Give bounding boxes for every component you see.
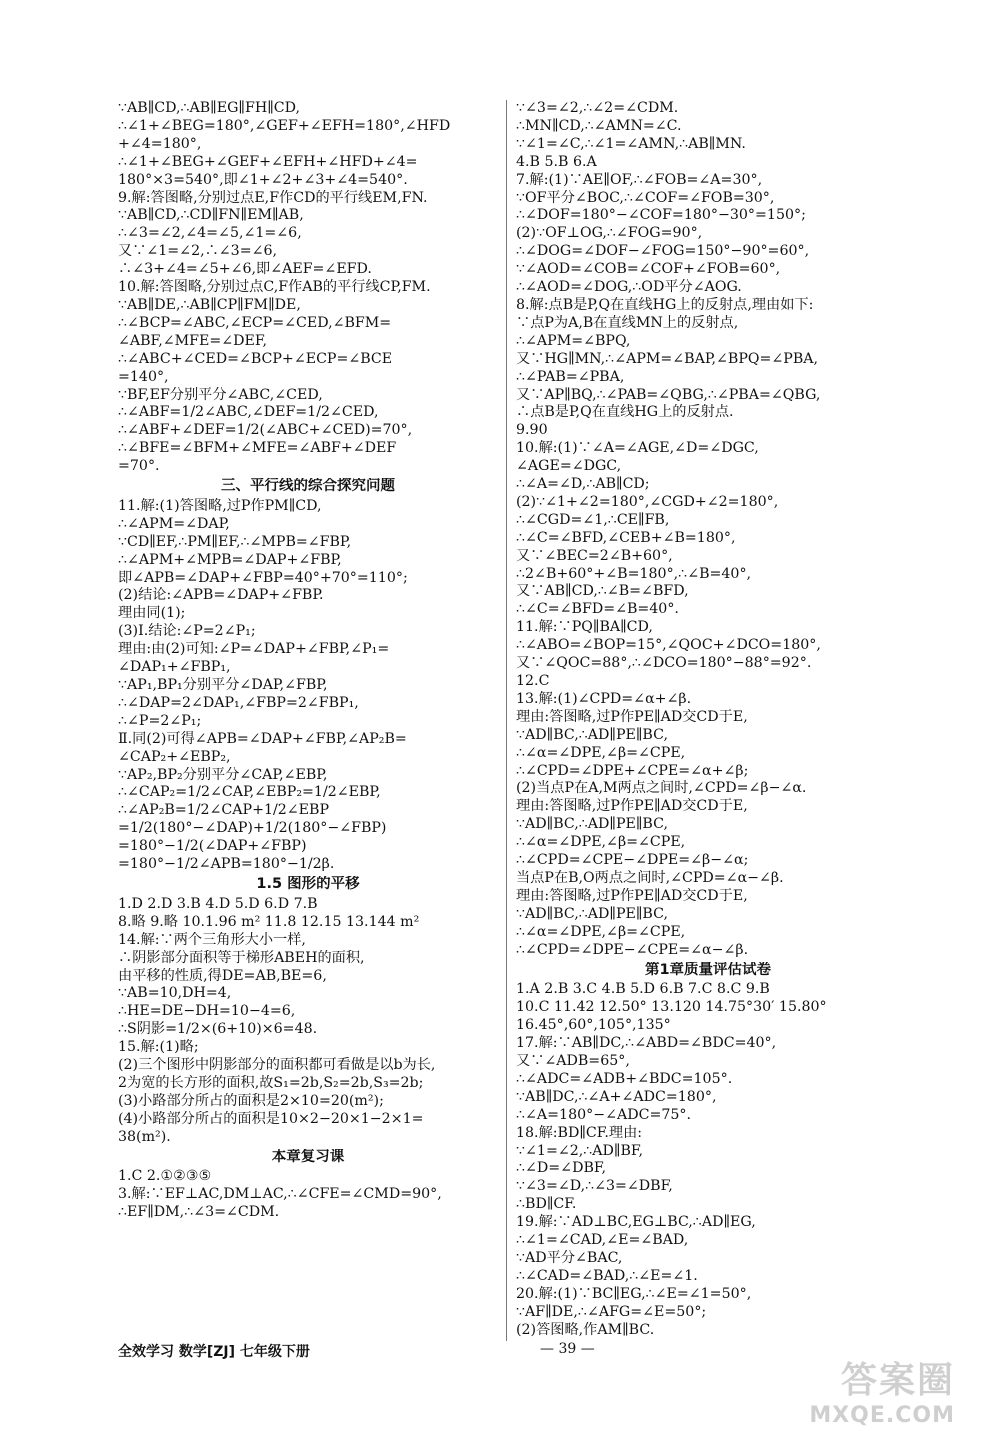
text-line: =180°−1/2(∠DAP+∠FBP) [118,838,307,855]
text-line: 当点P在B,O两点之间时,∠CPD=∠α−∠β. [516,869,784,886]
text-line: (3)小路部分所占的面积是2×10=20(m²); [118,1092,384,1109]
text-line: 又∵∠ADB=65°, [516,1053,630,1070]
text-line: 8.解:点B是P,Q在直线HG上的反射点,理由如下: [516,296,814,313]
text-line: ∵∠3=∠D,∴∠3=∠DBF, [516,1178,673,1195]
text-line: ∵点P为A,B在直线MN上的反射点, [516,314,739,331]
text-line: ∵CD∥EF,∴PM∥EF,∴∠MPB=∠FBP, [118,533,352,550]
text-line: ∵∠1=∠2,∴AD∥BF, [516,1142,644,1159]
text-line: 12.C [516,673,550,689]
text-line: 由平移的性质,得DE=AB,BE=6, [118,967,327,984]
text-line: 又∵∠BEC=2∠B+60°, [516,547,673,564]
text-line: ∴阴影部分面积等于梯形ABEH的面积, [118,949,365,966]
right-column [516,100,900,1346]
text-line: 又∵HG∥MN,∴∠APM=∠BAP,∠BPQ=∠PBA, [516,350,819,367]
text-line: ∴∠CAP₂=1/2∠CAP,∠EBP₂=1/2∠EBP, [118,784,381,801]
text-line: ∵AD∥BC,∴AD∥PE∥BC, [516,905,668,922]
text-line: 15.解:(1)略; [118,1039,199,1056]
text-line: ∵AB=10,DH=4, [118,985,232,1002]
section-heading: 第1章质量评估试卷 [644,961,772,978]
page-number: — 39 — [540,1341,595,1357]
text-line: ∴∠DOF=180°−∠COF=180°−30°=150°; [516,207,806,224]
text-line: (2)当点P在A,M两点之间时,∠CPD=∠β−∠α. [516,780,807,797]
text-line: ∵∠3=∠2,∴∠2=∠CDM. [516,100,679,116]
text-line: 180°×3=540°,即∠1+∠2+∠3+∠4=540°. [118,171,408,188]
text-line: ∴∠α=∠DPE,∠β=∠CPE, [516,923,686,940]
text-line: 14.解:∵两个三角形大小一样, [118,931,306,948]
section-heading: 1.5 图形的平移 [256,875,360,892]
text-line: ∴∠CPD=∠DPE−∠CPE=∠α−∠β. [516,941,749,958]
text-line: ∵AB∥DC,∴∠A+∠ADC=180°, [516,1088,717,1105]
text-line: ∴∠CGD=∠1,∴CE∥FB, [516,511,670,528]
text-line: ∴∠C=∠BFD,∠CEB+∠B=180°, [516,529,736,546]
text-line: ∴∠P=2∠P₁; [118,712,202,729]
text-line: ∴点B是P,Q在直线HG上的反射点. [516,404,734,421]
watermark-logo: 答案圈 [840,1360,955,1401]
text-line: 10.解:答图略,分别过点C,F作AB的平行线CP,FM. [118,279,431,296]
text-line: ∴∠3=∠2,∠4=∠5,∠1=∠6, [118,225,302,242]
text-line: ∴∠ABO=∠BOP=15°,∠QOC+∠DCO=180°, [516,637,821,654]
text-line: =140°, [118,368,169,385]
text-line: ∴∠ADC=∠ADB+∠BDC=105°. [516,1070,733,1087]
text-line: 9.解:答图略,分别过点E,F作CD的平行线EM,FN. [118,189,428,206]
section-heading: 本章复习课 [271,1148,345,1165]
column-divider [506,100,507,1341]
text-line: ∴∠BFE=∠BFM+∠MFE=∠ABF+∠DEF [118,440,397,457]
text-line: +∠4=180°, [118,135,202,152]
text-line: ∴∠AOD=∠DOG,∴OD平分∠AOG. [516,279,742,296]
text-line: 理由:答图略,过P作PE∥AD交CD于E, [516,887,748,904]
text-line: 11.解:∵PQ∥BA∥CD, [516,619,653,636]
text-line: ∴∠1+∠BEG=180°,∠GEF+∠EFH=180°,∠HFD [118,117,451,134]
text-line: ∴S阴影=1/2×(6+10)×6=48. [118,1021,318,1038]
text-line: ∴∠C=∠BFD=∠B=40°. [516,601,679,618]
text-line: ∴∠DOG=∠DOF−∠FOG=150°−90°=60°, [516,243,810,260]
text-line: ∴∠α=∠DPE,∠β=∠CPE, [516,834,686,851]
text-line: 7.解:(1)∵AE∥OF,∴∠FOB=∠A=30°, [516,171,763,188]
text-line: 18.解:BD∥CF.理由: [516,1124,643,1141]
text-line: 10.C 11.42 12.50° 13.120 14.75°30′ 15.80° [516,999,827,1016]
text-line: (2)三个图形中阴影部分的面积都可看做是以b为长, [118,1057,436,1074]
text-line: ∴∠CAD=∠BAD,∴∠E=∠1. [516,1267,698,1284]
text-line: ∵AB∥CD,∴AB∥EG∥FH∥CD, [118,100,300,116]
left-column [118,100,498,1346]
text-line: 9.90 [516,422,548,439]
text-line: ∵AP₂,BP₂分别平分∠CAP,∠EBP, [118,766,328,783]
text-line: ∵AD∥BC,∴AD∥PE∥BC, [516,726,668,743]
text-line: ∴∠D=∠DBF, [516,1160,607,1177]
text-line: ∵BF,EF分别平分∠ABC,∠CED, [118,386,323,403]
text-line: 4.B 5.B 6.A [516,153,597,170]
text-line: ∴EF∥DM,∴∠3=∠CDM. [118,1204,280,1221]
text-line: ∠CAP₂+∠EBP₂, [118,748,231,765]
text-line: 17.解:∵AB∥DC,∴∠ABD=∠BDC=40°, [516,1035,777,1052]
text-line: ∴∠α=∠DPE,∠β=∠CPE, [516,744,686,761]
text-line: 又∵∠QOC=88°,∴∠DCO=180°−88°=92°. [516,655,812,672]
text-line: 1.C 2.①②③⑤ [118,1168,212,1185]
text-line: ∵AF∥DE,∴∠AFG=∠E=50°; [516,1303,707,1320]
text-line: 又∵AP∥BQ,∴∠PAB=∠QBG,∴∠PBA=∠QBG, [516,386,821,403]
text-line: ∴∠PAB=∠PBA, [516,368,625,385]
text-line: ∠ABF,∠MFE=∠DEF, [118,332,267,349]
text-line: ∴∠APM+∠MPB=∠DAP+∠FBP, [118,551,342,568]
text-line: (2)结论:∠APB=∠DAP+∠FBP. [118,587,324,604]
text-line: ∴∠CPD=∠CPE−∠DPE=∠β−∠α; [516,852,749,869]
text-line: 即∠APB=∠DAP+∠FBP=40°+70°=110°; [118,569,408,586]
text-line: ∴∠DAP=2∠DAP₁,∠FBP=2∠FBP₁, [118,694,359,711]
text-line: (2)∵OF⊥OG,∴∠FOG=90°, [516,225,703,242]
text-line: ∵AD平分∠BAC, [516,1250,623,1266]
text-line: ∴∠1=∠CAD,∠E=∠BAD, [516,1232,689,1249]
text-line: 20.解:(1)∵BC∥EG,∴∠E=∠1=50°, [516,1285,752,1302]
text-line: ∴∠ABF+∠DEF=1/2(∠ABC+∠CED)=70°, [118,422,413,439]
text-line: ∵∠AOD=∠COB=∠COF+∠FOB=60°, [516,261,781,278]
text-line: ∵AP₁,BP₁分别平分∠DAP,∠FBP, [118,677,328,693]
text-line: (2)答图略,作AM∥BC. [516,1321,655,1338]
text-line: ∴∠CPD=∠DPE+∠CPE=∠α+∠β; [516,762,749,779]
text-line: ∴2∠B+60°+∠B=180°,∴∠B=40°, [516,565,752,582]
text-line: 理由:答图略,过P作PE∥AD交CD于E, [516,798,748,815]
text-line: ∴∠AP₂B=1/2∠CAP+1/2∠EBP [118,802,330,819]
text-line: =180°−1/2∠APB=180°−1/2β. [118,856,335,873]
text-line: ∴∠ABF=1/2∠ABC,∠DEF=1/2∠CED, [118,404,379,421]
text-line: Ⅱ.同(2)可得∠APB=∠DAP+∠FBP,∠AP₂B= [118,730,407,747]
text-line: 2为宽的长方形的面积,故S₁=2b,S₂=2b,S₃=2b; [118,1074,424,1091]
text-line: 又∵AB∥CD,∴∠B=∠BFD, [516,583,689,600]
text-line: ∴HE=DE−DH=10−4=6, [118,1003,296,1020]
text-line: 1.A 2.B 3.C 4.B 5.D 6.B 7.C 8.C 9.B [516,981,770,998]
text-line: 19.解:∵AD⊥BC,EG⊥BC,∴AD∥EG, [516,1214,756,1231]
text-line: 理由同(1); [118,605,186,622]
text-line: ∴∠BCP=∠ABC,∠ECP=∠CED,∠BFM= [118,314,392,331]
text-line: 16.45°,60°,105°,135° [516,1017,671,1034]
text-line: ∴MN∥CD,∴∠AMN=∠C. [516,117,682,134]
text-line: 13.解:(1)∠CPD=∠α+∠β. [516,690,692,707]
text-line: ∴∠A=180°−∠ADC=75°. [516,1106,692,1123]
text-line: 38(m²). [118,1128,171,1145]
text-line: 1.D 2.D 3.B 4.D 5.D 6.D 7.B [118,895,318,912]
text-line: ∠AGE=∠DGC, [516,458,622,475]
text-line: 理由:由(2)可知:∠P=∠DAP+∠FBP,∠P₁= [118,641,390,658]
watermark [809,1352,955,1428]
text-line: ∵AB∥DE,∴AB∥CP∥FM∥DE, [118,296,301,313]
text-line: (2)∵∠1+∠2=180°,∠CGD+∠2=180°, [516,493,779,510]
text-line: (3)Ⅰ.结论:∠P=2∠P₁; [118,623,256,640]
section-heading: 三、平行线的综合探究问题 [221,478,395,495]
footer-book-title: 全效学习 数学[ZJ] 七年级下册 [118,1344,310,1360]
text-line: 3.解:∵EF⊥AC,DM⊥AC,∴∠CFE=∠CMD=90°, [118,1186,442,1203]
text-line: ∠DAP₁+∠FBP₁, [118,659,231,676]
watermark-url: MXQE.COM [809,1403,955,1428]
text-line: ∵AD∥BC,∴AD∥PE∥BC, [516,816,668,833]
text-line: ∴∠APM=∠BPQ, [516,332,631,349]
text-line: ∴∠3+∠4=∠5+∠6,即∠AEF=∠EFD. [118,261,372,278]
text-line: ∴∠1+∠BEG+∠GEF+∠EFH+∠HFD+∠4= [118,153,418,170]
text-line: 理由:答图略,过P作PE∥AD交CD于E, [516,708,748,725]
text-line: 又∵∠1=∠2,∴∠3=∠6, [118,243,278,260]
text-line: ∵OF平分∠BOC,∴∠COF=∠FOB=30°, [516,189,775,206]
text-line: ∵∠1=∠C,∴∠1=∠AMN,∴AB∥MN. [516,135,746,152]
text-line: =1/2(180°−∠DAP)+1/2(180°−∠FBP) [118,820,387,837]
text-line: ∴∠APM=∠DAP, [118,515,230,532]
text-line: ∵AB∥CD,∴CD∥FN∥EM∥AB, [118,207,304,224]
text-line: 11.解:(1)答图略,过P作PM∥CD, [118,497,322,514]
text-line: =70°. [118,458,160,475]
text-line: ∴∠A=∠D,∴AB∥CD; [516,476,650,493]
text-line: ∴BD∥CF. [516,1196,577,1213]
text-line: 8.略 9.略 10.1.96 m² 11.8 12.15 13.144 m² [118,913,420,930]
text-line: (4)小路部分所占的面积是10×2−20×1−2×1= [118,1110,424,1127]
text-line: ∴∠ABC+∠CED=∠BCP+∠ECP=∠BCE [118,350,393,367]
text-line: 10.解:(1)∵∠A=∠AGE,∠D=∠DGC, [516,440,759,457]
